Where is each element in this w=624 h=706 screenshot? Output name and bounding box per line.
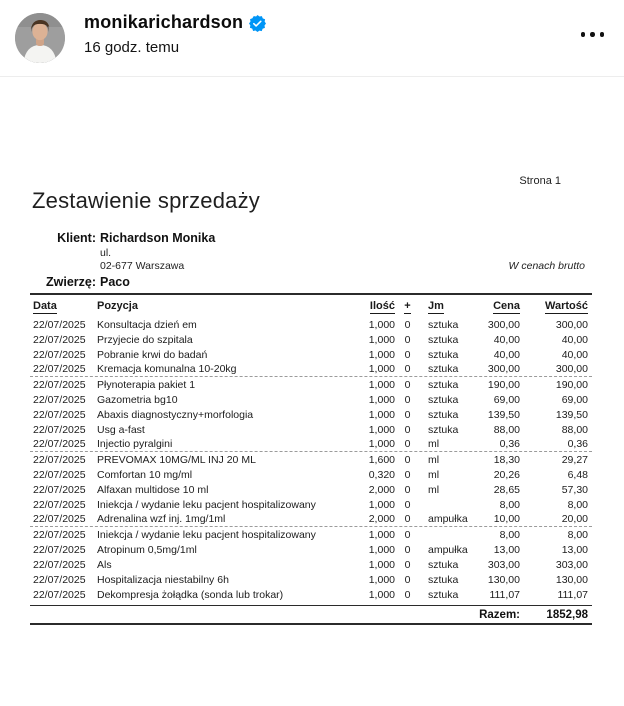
row-date: 22/07/2025 bbox=[33, 318, 86, 331]
more-options-icon[interactable] bbox=[579, 26, 607, 43]
row-value: 300,00 bbox=[555, 318, 588, 331]
row-price: 190,00 bbox=[487, 378, 520, 391]
row-item: Hospitalizacja niestabilny 6h bbox=[97, 573, 229, 586]
row-value: 40,00 bbox=[561, 333, 588, 346]
table-row bbox=[30, 347, 592, 362]
row-plus: 0 bbox=[404, 543, 411, 556]
row-qty: 1,000 bbox=[368, 408, 395, 421]
row-value: 139,50 bbox=[555, 408, 588, 421]
row-price: 40,00 bbox=[493, 348, 520, 361]
total-row bbox=[30, 606, 592, 623]
row-value: 130,00 bbox=[555, 573, 588, 586]
col-header-date: Data bbox=[33, 300, 57, 312]
row-item: PREVOMAX 10MG/ML INJ 20 ML bbox=[97, 453, 256, 466]
row-unit: ml bbox=[428, 483, 440, 496]
post-header bbox=[0, 0, 624, 77]
col-header-qty: Ilość bbox=[369, 300, 395, 312]
client-name: Richardson Monika bbox=[100, 231, 216, 245]
row-plus: 0 bbox=[404, 318, 411, 331]
row-item: Pobranie krwi do badań bbox=[97, 348, 208, 361]
row-item: Dekompresja żołądka (sonda lub trokar) bbox=[97, 588, 284, 601]
row-qty: 1,000 bbox=[368, 558, 395, 571]
row-date: 22/07/2025 bbox=[33, 348, 86, 361]
row-qty: 1,000 bbox=[368, 333, 395, 346]
row-plus: 0 bbox=[404, 498, 411, 511]
row-date: 22/07/2025 bbox=[33, 468, 86, 481]
animal-row bbox=[0, 275, 130, 289]
row-plus: 0 bbox=[404, 438, 411, 450]
row-value: 69,00 bbox=[561, 393, 588, 406]
row-value: 13,00 bbox=[561, 543, 588, 556]
row-item: Abaxis diagnostyczny+morfologia bbox=[97, 408, 254, 421]
row-qty: 1,000 bbox=[368, 498, 395, 511]
row-item: Atropinum 0,5mg/1ml bbox=[97, 543, 197, 556]
row-qty: 1,000 bbox=[368, 363, 395, 375]
row-unit: ampułka bbox=[428, 513, 468, 525]
row-plus: 0 bbox=[404, 483, 411, 496]
row-qty: 1,600 bbox=[368, 453, 395, 466]
row-price: 0,36 bbox=[499, 438, 520, 450]
row-item: Adrenalina wzf inj. 1mg/1ml bbox=[97, 513, 226, 525]
row-price: 28,65 bbox=[493, 483, 520, 496]
row-value: 190,00 bbox=[555, 378, 588, 391]
row-value: 20,00 bbox=[561, 513, 588, 525]
table-row bbox=[30, 557, 592, 572]
row-price: 40,00 bbox=[493, 333, 520, 346]
row-qty: 1,000 bbox=[368, 348, 395, 361]
row-qty: 0,320 bbox=[368, 468, 395, 481]
row-unit: sztuka bbox=[428, 423, 459, 436]
row-price: 300,00 bbox=[487, 318, 520, 331]
row-price: 130,00 bbox=[487, 573, 520, 586]
row-price: 111,07 bbox=[489, 588, 520, 601]
table-row bbox=[30, 317, 592, 332]
row-date: 22/07/2025 bbox=[33, 558, 86, 571]
animal-label: Zwierzę: bbox=[45, 275, 96, 289]
row-date: 22/07/2025 bbox=[33, 588, 86, 601]
row-price: 88,00 bbox=[493, 423, 520, 436]
table-row bbox=[30, 572, 592, 587]
client-label: Klient: bbox=[57, 231, 96, 245]
row-item: Usg a-fast bbox=[97, 423, 145, 436]
animal-name: Paco bbox=[100, 275, 130, 289]
row-value: 29,27 bbox=[561, 453, 588, 466]
row-item: Gazometria bg10 bbox=[97, 393, 178, 406]
row-price: 13,00 bbox=[493, 543, 520, 556]
row-date: 22/07/2025 bbox=[33, 378, 86, 391]
row-qty: 2,000 bbox=[368, 513, 395, 525]
row-plus: 0 bbox=[404, 453, 411, 466]
row-date: 22/07/2025 bbox=[33, 543, 86, 556]
row-qty: 1,000 bbox=[368, 438, 395, 450]
row-value: 8,00 bbox=[567, 528, 588, 541]
row-price: 10,00 bbox=[493, 513, 520, 525]
row-qty: 1,000 bbox=[368, 528, 395, 541]
row-date: 22/07/2025 bbox=[33, 513, 86, 525]
row-plus: 0 bbox=[404, 588, 411, 601]
table-row bbox=[30, 587, 592, 602]
row-qty: 1,000 bbox=[368, 378, 395, 391]
table-body bbox=[30, 317, 592, 602]
row-plus: 0 bbox=[404, 378, 411, 391]
row-unit: sztuka bbox=[428, 573, 459, 586]
row-date: 22/07/2025 bbox=[33, 333, 86, 346]
row-value: 111,07 bbox=[557, 588, 588, 601]
row-price: 8,00 bbox=[499, 498, 520, 511]
row-date: 22/07/2025 bbox=[33, 423, 86, 436]
row-date: 22/07/2025 bbox=[33, 393, 86, 406]
row-date: 22/07/2025 bbox=[33, 483, 86, 496]
table-row bbox=[30, 497, 592, 512]
client-city: 02-677 Warszawa bbox=[100, 260, 185, 272]
row-unit: sztuka bbox=[428, 378, 459, 391]
col-header-plus: + bbox=[404, 300, 411, 312]
post-image-document[interactable] bbox=[0, 77, 624, 706]
row-plus: 0 bbox=[404, 468, 411, 481]
row-qty: 1,000 bbox=[368, 588, 395, 601]
row-qty: 2,000 bbox=[368, 483, 395, 496]
row-value: 303,00 bbox=[555, 558, 588, 571]
table-row bbox=[30, 422, 592, 437]
row-plus: 0 bbox=[404, 513, 411, 525]
row-date: 22/07/2025 bbox=[33, 408, 86, 421]
table-bottom-rule bbox=[30, 623, 592, 625]
row-date: 22/07/2025 bbox=[33, 498, 86, 511]
row-plus: 0 bbox=[404, 333, 411, 346]
row-qty: 1,000 bbox=[368, 573, 395, 586]
row-unit: ml bbox=[428, 453, 440, 466]
row-value: 0,36 bbox=[567, 438, 588, 450]
row-unit: sztuka bbox=[428, 348, 459, 361]
table-row bbox=[30, 362, 592, 377]
row-unit: sztuka bbox=[428, 408, 459, 421]
client-street: ul. bbox=[100, 247, 112, 259]
row-item: Przyjecie do szpitala bbox=[97, 333, 193, 346]
table-row bbox=[30, 332, 592, 347]
row-value: 300,00 bbox=[555, 363, 588, 375]
col-header-unit: Jm bbox=[428, 300, 444, 312]
table-row bbox=[30, 467, 592, 482]
row-plus: 0 bbox=[404, 528, 411, 541]
row-plus: 0 bbox=[404, 408, 411, 421]
col-header-price: Cena bbox=[493, 300, 520, 312]
post-timestamp: 16 godz. temu bbox=[84, 39, 180, 56]
row-plus: 0 bbox=[404, 573, 411, 586]
row-price: 69,00 bbox=[493, 393, 520, 406]
row-unit: sztuka bbox=[428, 318, 459, 331]
row-unit: sztuka bbox=[428, 333, 459, 346]
row-value: 88,00 bbox=[561, 423, 588, 436]
table-row bbox=[30, 452, 592, 467]
row-qty: 1,000 bbox=[368, 423, 395, 436]
verified-badge-icon bbox=[249, 15, 266, 32]
gross-prices-note: W cenach brutto bbox=[508, 260, 585, 272]
row-unit: sztuka bbox=[428, 393, 459, 406]
row-item: Iniekcja / wydanie leku pacjent hospitalizowany bbox=[97, 498, 316, 511]
table-row bbox=[30, 392, 592, 407]
row-unit: sztuka bbox=[428, 558, 459, 571]
row-value: 57,30 bbox=[561, 483, 588, 496]
row-item: Iniekcja / wydanie leku pacjent hospitalizowany bbox=[97, 528, 316, 541]
sales-table bbox=[30, 293, 592, 625]
row-plus: 0 bbox=[404, 363, 411, 375]
table-row bbox=[30, 512, 592, 527]
row-date: 22/07/2025 bbox=[33, 453, 86, 466]
table-row bbox=[30, 377, 592, 392]
table-row bbox=[30, 527, 592, 542]
row-value: 6,48 bbox=[567, 468, 588, 481]
row-item: Alfaxan multidose 10 ml bbox=[97, 483, 209, 496]
row-qty: 1,000 bbox=[368, 318, 395, 331]
row-price: 20,26 bbox=[493, 468, 520, 481]
row-unit: ml bbox=[428, 468, 440, 481]
col-header-item: Pozycja bbox=[97, 300, 138, 312]
page-number: Strona 1 bbox=[519, 175, 561, 187]
table-row bbox=[30, 482, 592, 497]
row-value: 40,00 bbox=[561, 348, 588, 361]
row-unit: ml bbox=[428, 438, 440, 450]
username[interactable]: monikarichardson bbox=[84, 12, 244, 32]
row-price: 303,00 bbox=[487, 558, 520, 571]
total-label: Razem: bbox=[479, 608, 520, 621]
row-price: 139,50 bbox=[487, 408, 520, 421]
total-value: 1852,98 bbox=[546, 608, 588, 621]
row-plus: 0 bbox=[404, 558, 411, 571]
row-date: 22/07/2025 bbox=[33, 438, 86, 450]
table-row bbox=[30, 542, 592, 557]
client-row bbox=[0, 231, 215, 245]
row-unit: sztuka bbox=[428, 363, 459, 375]
row-date: 22/07/2025 bbox=[33, 528, 86, 541]
avatar[interactable] bbox=[15, 13, 65, 63]
table-row bbox=[30, 407, 592, 422]
avatar-image bbox=[15, 13, 65, 63]
row-item: Konsultacja dzień em bbox=[97, 318, 197, 331]
row-plus: 0 bbox=[404, 423, 411, 436]
row-price: 8,00 bbox=[499, 528, 520, 541]
table-row bbox=[30, 437, 592, 452]
row-price: 18,30 bbox=[493, 453, 520, 466]
row-qty: 1,000 bbox=[368, 393, 395, 406]
row-qty: 1,000 bbox=[368, 543, 395, 556]
row-unit: sztuka bbox=[428, 588, 459, 601]
row-item: Płynoterapia pakiet 1 bbox=[97, 378, 196, 391]
row-plus: 0 bbox=[404, 393, 411, 406]
document-title: Zestawienie sprzedaży bbox=[32, 188, 260, 213]
row-value: 8,00 bbox=[567, 498, 588, 511]
row-date: 22/07/2025 bbox=[33, 573, 86, 586]
row-price: 300,00 bbox=[487, 363, 520, 375]
row-unit: ampułka bbox=[428, 543, 468, 556]
row-item: Als bbox=[97, 558, 112, 571]
row-item: Kremacja komunalna 10-20kg bbox=[97, 363, 237, 375]
table-header-row bbox=[30, 295, 592, 317]
row-date: 22/07/2025 bbox=[33, 363, 86, 375]
row-plus: 0 bbox=[404, 348, 411, 361]
row-item: Comfortan 10 mg/ml bbox=[97, 468, 193, 481]
col-header-value: Wartość bbox=[545, 300, 588, 312]
row-item: Injectio pyralgini bbox=[97, 438, 173, 450]
